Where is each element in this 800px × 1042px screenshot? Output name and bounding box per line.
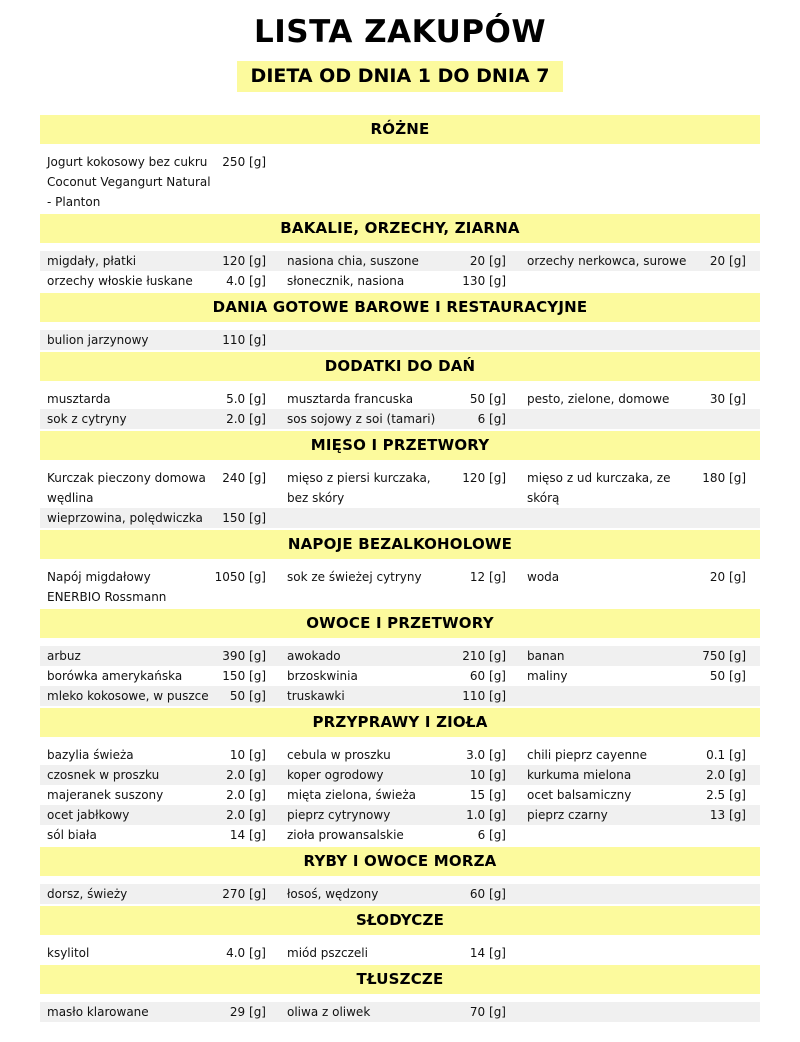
section <box>40 115 760 212</box>
section-header: BAKALIE, ORZECHY, ZIARNA <box>40 214 760 243</box>
item-name: sok z cytryny <box>47 412 127 426</box>
item-row <box>40 765 760 785</box>
subtitle-row <box>0 61 800 92</box>
item-quantity: 4.0 [g] <box>226 946 266 960</box>
item-name: bazylia świeża <box>47 748 134 762</box>
item-name: ocet balsamiczny <box>527 788 632 802</box>
section <box>40 965 760 1022</box>
item-cell <box>40 884 280 904</box>
item-row <box>40 468 760 508</box>
item-cell <box>40 508 280 528</box>
empty-cell <box>520 686 760 706</box>
item-name: cebula w proszku <box>287 748 391 762</box>
item-quantity: 120 [g] <box>222 254 266 268</box>
item-cell <box>520 785 760 805</box>
section <box>40 906 760 963</box>
item-row <box>40 1002 760 1022</box>
item-quantity: 270 [g] <box>222 887 266 901</box>
item-quantity: 1.0 [g] <box>466 808 506 822</box>
item-quantity: 6 [g] <box>477 412 506 426</box>
item-cell <box>520 389 760 409</box>
item-name: masło klarowane <box>47 1005 149 1019</box>
item-cell <box>40 686 280 706</box>
item-cell <box>520 567 760 607</box>
item-cell <box>40 805 280 825</box>
item-name: mięso z piersi kurczaka, bez skóry <box>287 471 431 505</box>
item-quantity: 10 [g] <box>229 748 266 762</box>
item-row <box>40 666 760 686</box>
empty-cell <box>280 508 520 528</box>
item-name: mięta zielona, świeża <box>287 788 416 802</box>
item-row <box>40 271 760 291</box>
section-header: PRZYPRAWY I ZIOŁA <box>40 708 760 737</box>
item-cell <box>280 1002 520 1022</box>
item-quantity: 5.0 [g] <box>226 392 266 406</box>
item-name: sok ze świeżej cytryny <box>287 570 422 584</box>
item-row <box>40 508 760 528</box>
empty-cell <box>520 1002 760 1022</box>
item-cell <box>520 468 760 508</box>
item-cell <box>280 271 520 291</box>
item-name: arbuz <box>47 649 81 663</box>
item-cell <box>520 765 760 785</box>
item-cell <box>40 666 280 686</box>
item-name: zioła prowansalskie <box>287 828 404 842</box>
diet-range-subtitle: DIETA OD DNIA 1 DO DNIA 7 <box>237 61 564 92</box>
item-name: kurkuma mielona <box>527 768 632 782</box>
item-quantity: 2.0 [g] <box>226 412 266 426</box>
item-quantity: 12 [g] <box>469 570 506 584</box>
item-quantity: 10 [g] <box>469 768 506 782</box>
item-quantity: 50 [g] <box>229 689 266 703</box>
item-name: ocet jabłkowy <box>47 808 130 822</box>
item-cell <box>40 785 280 805</box>
item-name: woda <box>527 570 560 584</box>
section-header: MIĘSO I PRZETWORY <box>40 431 760 460</box>
section-header: DANIA GOTOWE BAROWE I RESTAURACYJNE <box>40 293 760 322</box>
item-cell <box>280 666 520 686</box>
item-cell <box>280 765 520 785</box>
item-quantity: 4.0 [g] <box>226 274 266 288</box>
item-name: brzoskwinia <box>287 669 358 683</box>
item-quantity: 29 [g] <box>229 1005 266 1019</box>
item-row <box>40 251 760 271</box>
section-header: NAPOJE BEZALKOHOLOWE <box>40 530 760 559</box>
item-quantity: 750 [g] <box>702 649 746 663</box>
item-quantity: 240 [g] <box>222 471 266 485</box>
item-name: chili pieprz cayenne <box>527 748 648 762</box>
item-cell <box>280 468 520 508</box>
item-name: sól biała <box>47 828 97 842</box>
item-quantity: 14 [g] <box>469 946 506 960</box>
item-name: ksylitol <box>47 946 90 960</box>
item-cell <box>40 646 280 666</box>
item-cell <box>40 152 280 212</box>
item-cell <box>40 468 280 508</box>
item-row <box>40 943 760 963</box>
item-name: czosnek w proszku <box>47 768 160 782</box>
item-name: migdały, płatki <box>47 254 137 268</box>
item-cell <box>520 646 760 666</box>
item-cell <box>40 271 280 291</box>
item-name: wieprzowina, polędwiczka <box>47 511 203 525</box>
item-name: borówka amerykańska <box>47 669 183 683</box>
item-name: banan <box>527 649 565 663</box>
item-row <box>40 152 760 212</box>
item-name: Napój migdałowy ENERBIO Rossmann <box>47 570 167 604</box>
empty-cell <box>520 409 760 429</box>
item-cell <box>40 765 280 785</box>
item-quantity: 50 [g] <box>469 392 506 406</box>
item-name: mięso z ud kurczaka, ze skórą <box>527 471 671 505</box>
item-name: oliwa z oliwek <box>287 1005 371 1019</box>
item-quantity: 120 [g] <box>462 471 506 485</box>
empty-cell <box>520 884 760 904</box>
item-cell <box>520 251 760 271</box>
item-name: pieprz cytrynowy <box>287 808 391 822</box>
section-header: TŁUSZCZE <box>40 965 760 994</box>
item-name: Jogurt kokosowy bez cukru Coconut Vegangurt Natural - Planton <box>47 155 211 209</box>
item-quantity: 60 [g] <box>469 887 506 901</box>
empty-cell <box>280 330 520 350</box>
item-cell <box>40 1002 280 1022</box>
item-quantity: 150 [g] <box>222 669 266 683</box>
empty-cell <box>520 508 760 528</box>
item-quantity: 2.0 [g] <box>226 788 266 802</box>
item-cell <box>280 389 520 409</box>
item-name: Kurczak pieczony domowa wędlina <box>47 471 206 505</box>
item-row <box>40 805 760 825</box>
item-quantity: 2.0 [g] <box>226 808 266 822</box>
section <box>40 530 760 607</box>
empty-cell <box>520 943 760 963</box>
item-name: truskawki <box>287 689 345 703</box>
item-quantity: 0.1 [g] <box>706 748 746 762</box>
item-cell <box>40 389 280 409</box>
item-cell <box>280 825 520 845</box>
section <box>40 431 760 528</box>
section <box>40 293 760 350</box>
item-cell <box>520 805 760 825</box>
item-quantity: 20 [g] <box>709 254 746 268</box>
item-quantity: 110 [g] <box>462 689 506 703</box>
section-header: DODATKI DO DAŃ <box>40 352 760 381</box>
item-quantity: 250 [g] <box>222 155 266 169</box>
item-quantity: 2.0 [g] <box>706 768 746 782</box>
section-header: RYBY I OWOCE MORZA <box>40 847 760 876</box>
item-quantity: 14 [g] <box>229 828 266 842</box>
section <box>40 609 760 706</box>
item-name: musztarda francuska <box>287 392 414 406</box>
item-name: nasiona chia, suszone <box>287 254 419 268</box>
item-quantity: 110 [g] <box>222 333 266 347</box>
item-cell <box>280 745 520 765</box>
item-name: orzechy nerkowca, surowe <box>527 254 687 268</box>
item-cell <box>280 805 520 825</box>
item-row <box>40 330 760 350</box>
item-row <box>40 646 760 666</box>
item-cell <box>280 943 520 963</box>
item-row <box>40 389 760 409</box>
item-quantity: 2.5 [g] <box>706 788 746 802</box>
item-cell <box>280 567 520 607</box>
item-cell <box>40 330 280 350</box>
page-title: LISTA ZAKUPÓW <box>253 14 547 50</box>
item-name: pesto, zielone, domowe <box>527 392 670 406</box>
empty-cell <box>520 330 760 350</box>
item-cell <box>40 567 280 607</box>
item-cell <box>40 825 280 845</box>
section <box>40 214 760 291</box>
item-cell <box>520 745 760 765</box>
item-cell <box>280 251 520 271</box>
section-header: RÓŻNE <box>40 115 760 144</box>
item-row <box>40 745 760 765</box>
item-quantity: 3.0 [g] <box>466 748 506 762</box>
shopping-list <box>40 115 760 1022</box>
item-quantity: 30 [g] <box>709 392 746 406</box>
item-cell <box>40 745 280 765</box>
item-row <box>40 825 760 845</box>
item-name: majeranek suszony <box>47 788 164 802</box>
item-quantity: 130 [g] <box>462 274 506 288</box>
item-name: sos sojowy z soi (tamari) <box>287 412 436 426</box>
item-cell <box>280 409 520 429</box>
item-quantity: 2.0 [g] <box>226 768 266 782</box>
item-name: maliny <box>527 669 568 683</box>
item-name: mleko kokosowe, w puszce <box>47 689 209 703</box>
item-quantity: 60 [g] <box>469 669 506 683</box>
section <box>40 847 760 904</box>
item-quantity: 150 [g] <box>222 511 266 525</box>
item-cell <box>280 646 520 666</box>
item-cell <box>280 686 520 706</box>
item-row <box>40 785 760 805</box>
section-header: SŁODYCZE <box>40 906 760 935</box>
item-name: słonecznik, nasiona <box>287 274 405 288</box>
item-name: miód pszczeli <box>287 946 368 960</box>
item-row <box>40 686 760 706</box>
item-quantity: 50 [g] <box>709 669 746 683</box>
item-quantity: 390 [g] <box>222 649 266 663</box>
empty-cell <box>520 152 760 212</box>
item-quantity: 70 [g] <box>469 1005 506 1019</box>
item-name: orzechy włoskie łuskane <box>47 274 193 288</box>
item-name: pieprz czarny <box>527 808 608 822</box>
item-name: koper ogrodowy <box>287 768 384 782</box>
item-row <box>40 409 760 429</box>
item-cell <box>280 785 520 805</box>
item-quantity: 6 [g] <box>477 828 506 842</box>
item-quantity: 20 [g] <box>469 254 506 268</box>
empty-cell <box>520 825 760 845</box>
item-quantity: 1050 [g] <box>214 570 266 584</box>
item-quantity: 15 [g] <box>469 788 506 802</box>
item-cell <box>40 943 280 963</box>
empty-cell <box>280 152 520 212</box>
section-header: OWOCE I PRZETWORY <box>40 609 760 638</box>
item-name: musztarda <box>47 392 111 406</box>
item-name: bulion jarzynowy <box>47 333 149 347</box>
section <box>40 352 760 429</box>
item-cell <box>520 666 760 686</box>
item-quantity: 210 [g] <box>462 649 506 663</box>
item-row <box>40 884 760 904</box>
section <box>40 708 760 845</box>
item-name: dorsz, świeży <box>47 887 128 901</box>
empty-cell <box>520 271 760 291</box>
item-name: łosoś, wędzony <box>287 887 379 901</box>
item-name: awokado <box>287 649 341 663</box>
item-quantity: 13 [g] <box>709 808 746 822</box>
item-quantity: 20 [g] <box>709 570 746 584</box>
item-cell <box>280 884 520 904</box>
item-row <box>40 567 760 607</box>
item-cell <box>40 409 280 429</box>
item-quantity: 180 [g] <box>702 471 746 485</box>
item-cell <box>40 251 280 271</box>
